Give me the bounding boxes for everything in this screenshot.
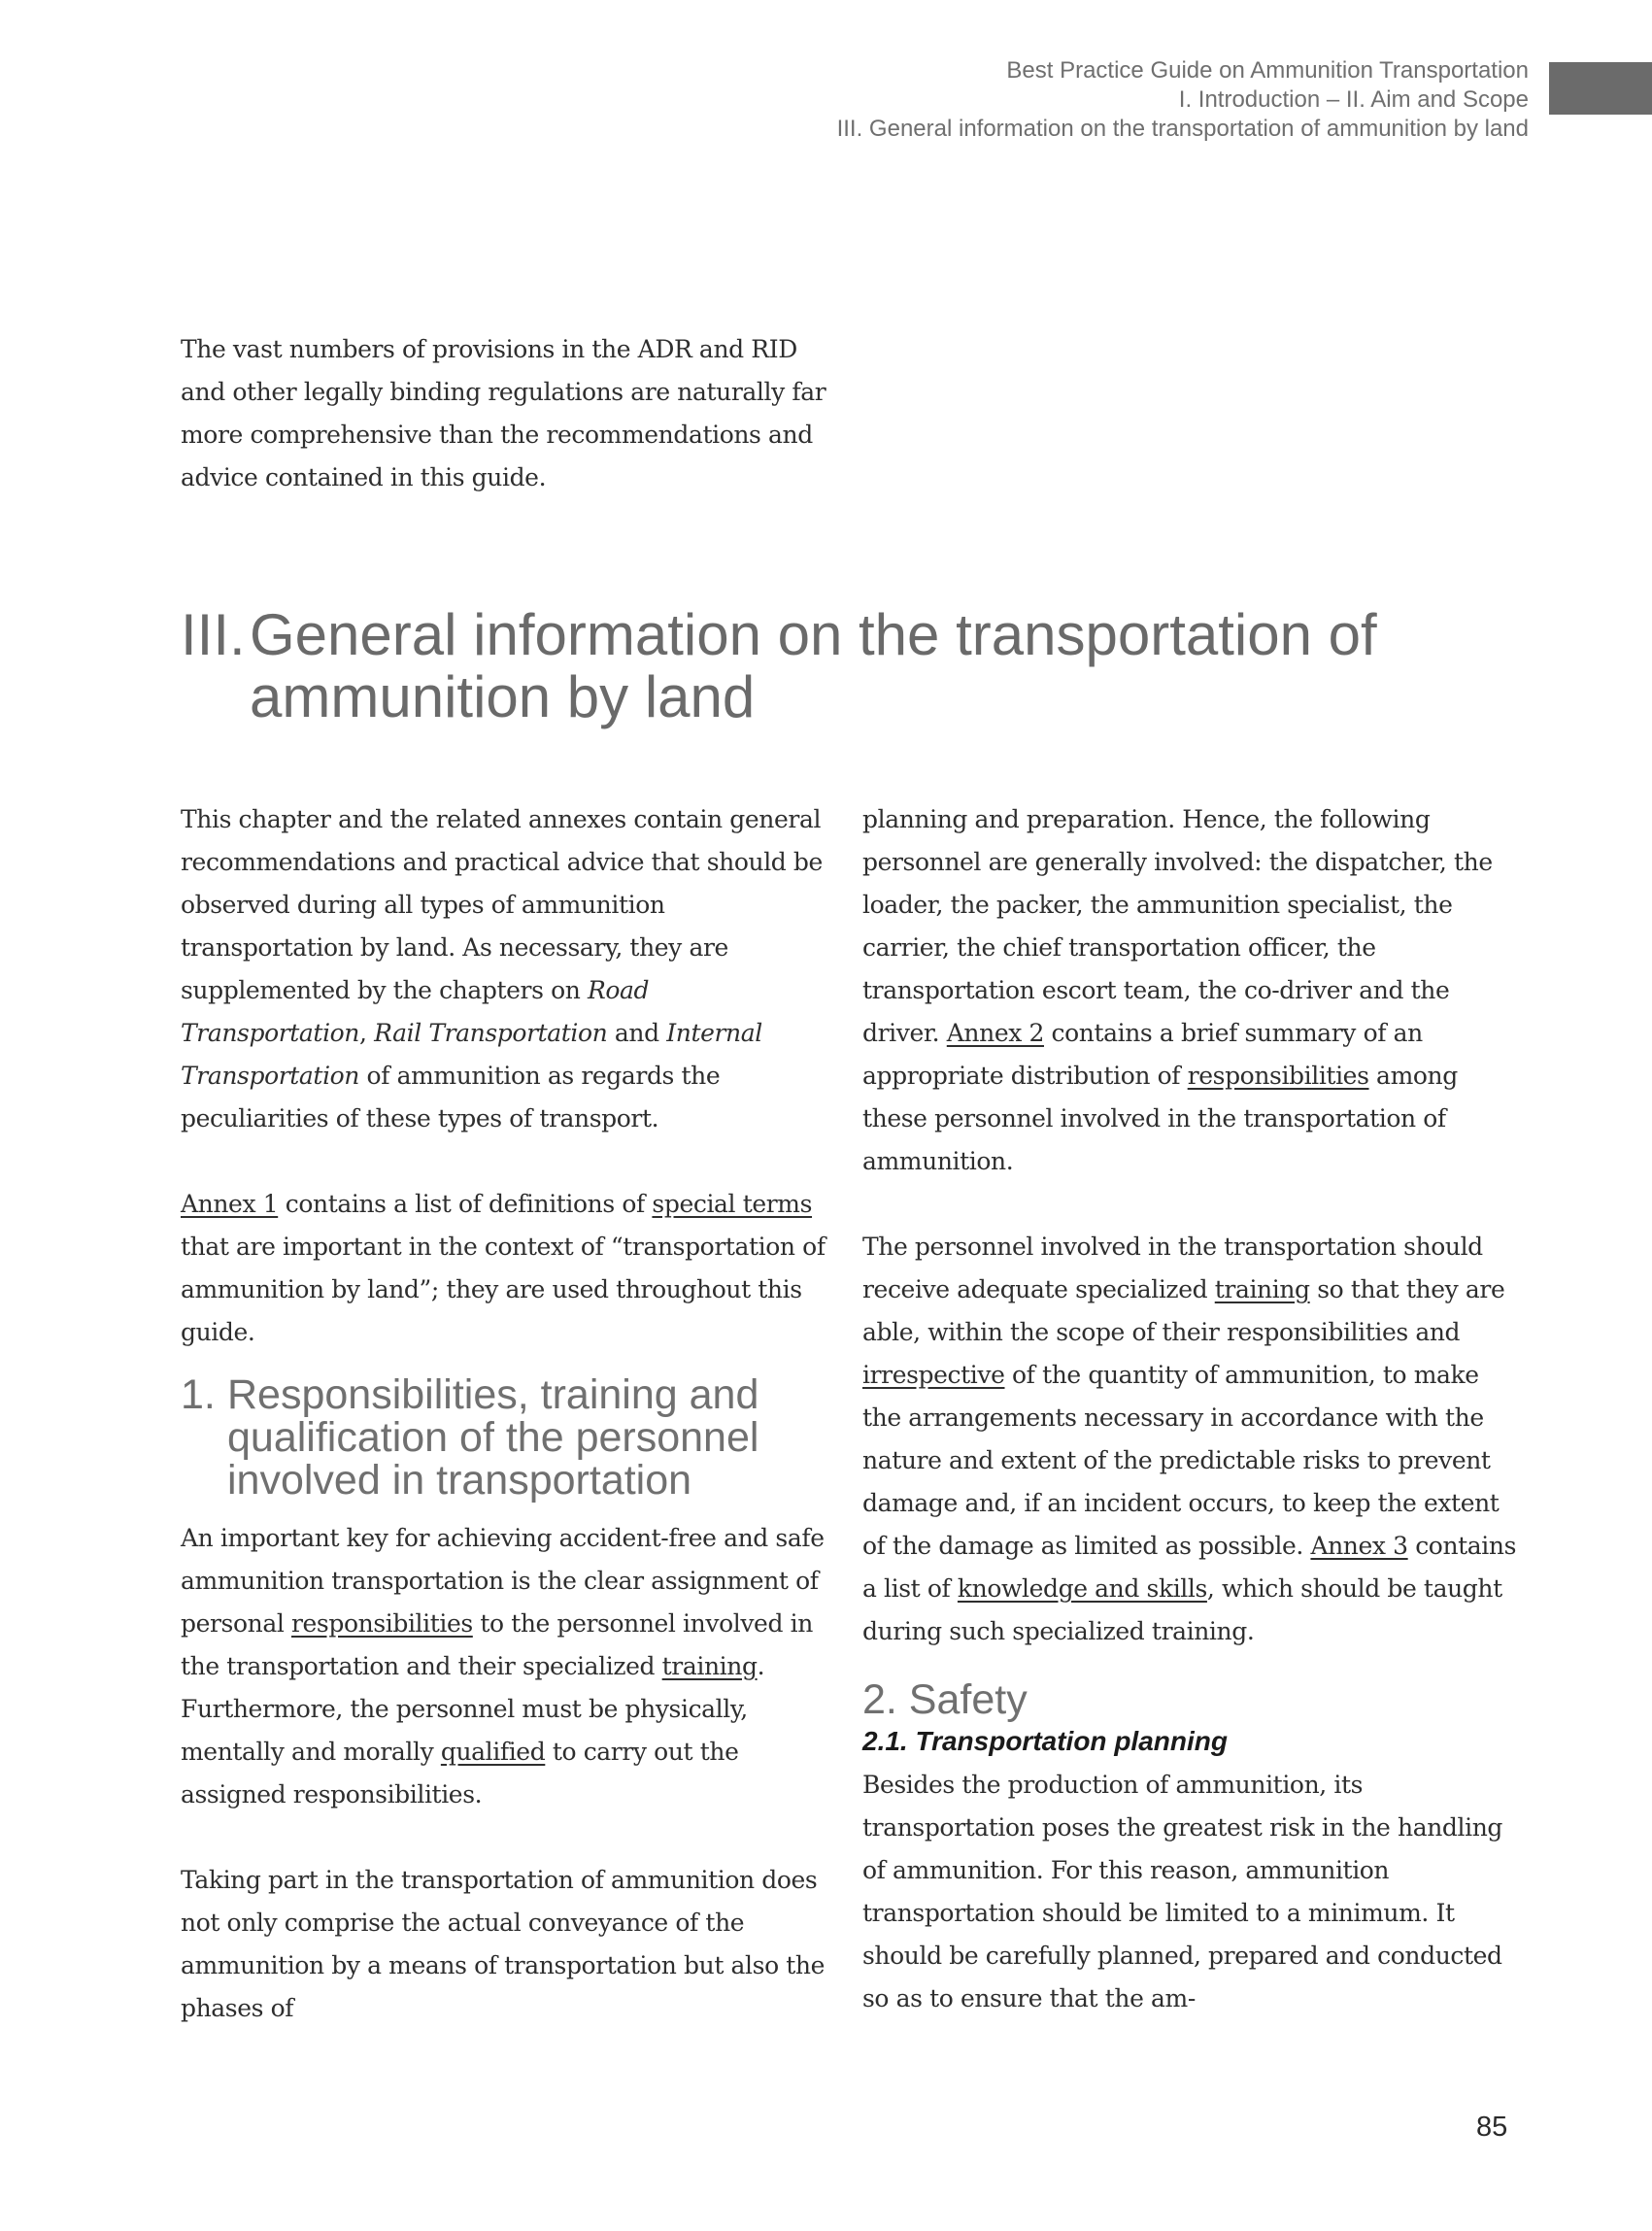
section-1-heading bbox=[181, 1373, 841, 1502]
section-1-title: Responsibilities, training and qualification of the personnel involved in transportation bbox=[227, 1371, 759, 1504]
link-internal-transportation: Internal Transportation bbox=[181, 1019, 762, 1090]
chapter-tab-marker bbox=[1549, 62, 1652, 115]
section-1-number: 1. bbox=[181, 1371, 216, 1418]
header-chapters: I. Introduction – II. Aim and Scope bbox=[1178, 86, 1529, 113]
annex-3-link[interactable]: Annex 3 bbox=[1310, 1532, 1408, 1560]
subsection-2-1-heading: 2.1. Transportation planning bbox=[862, 1726, 1228, 1756]
annex-1-link[interactable]: Annex 1 bbox=[181, 1190, 279, 1218]
training-link-2[interactable]: training bbox=[1214, 1275, 1310, 1303]
left-paragraph-1: This chapter and the related annexes contain general recommendations and practical advice that should be observed during all types of ammunition transportation by land. As necessary, they are supplemented by the chapters on Road Transportation, Rail Transportation and Internal Transportation of ammunition as regards the peculiarities of these types of transport. bbox=[181, 805, 823, 1132]
left-paragraph-4: Taking part in the transportation of ammunition does not only comprise the actual conveyance of the ammunition by a means of transportation but also the phases of bbox=[181, 1866, 826, 2022]
header-guide-title: Best Practice Guide on Ammunition Transportation bbox=[1006, 57, 1529, 84]
responsibilities-link-2[interactable]: responsibilities bbox=[1187, 1062, 1369, 1090]
section-2-heading: 2. Safety bbox=[862, 1676, 1028, 1723]
qualified-link[interactable]: qualified bbox=[440, 1738, 546, 1766]
right-paragraph-2: The personnel involved in the transportation should receive adequate specialized training so that they are able, within the scope of their responsibilities and irrespective of the quantity of ammunition, to make the arrangements necessary in accordance with the nature and extent of the predictable risks to prevent damage and, if an incident occurs, to keep the extent of the damage as limited as possible. Annex 3 contains a list of knowledge and skills, which should be taught during such specialized training. bbox=[862, 1233, 1517, 1645]
page-number: 85 bbox=[1476, 2112, 1508, 2143]
header-current-chapter: III. General information on the transportation of ammunition by land bbox=[836, 116, 1529, 142]
right-column bbox=[862, 798, 1523, 2020]
special-terms-link[interactable]: special terms bbox=[652, 1190, 813, 1218]
link-rail-transportation: Rail Transportation bbox=[374, 1019, 608, 1047]
left-column bbox=[181, 798, 841, 2030]
irrespective-link[interactable]: irrespective bbox=[862, 1361, 1005, 1389]
link-road-transportation: Road Transportation bbox=[181, 976, 650, 1047]
annex-2-link[interactable]: Annex 2 bbox=[946, 1019, 1044, 1047]
right-paragraph-1: planning and preparation. Hence, the following personnel are generally involved: the dispatcher, the loader, the packer, the ammunition specialist, the carrier, the chief transportation officer, the transportation escort team, the co-driver and the driver. Annex 2 contains a brief summary of an appropriate distribution of responsibilities among these personnel involved in the transportation of ammunition. bbox=[862, 805, 1493, 1175]
chapter-number: III. bbox=[181, 602, 246, 667]
training-link[interactable]: training bbox=[661, 1652, 758, 1680]
right-paragraph-3: Besides the production of ammunition, its transportation poses the greatest risk in the handling of ammunition. For this reason, ammunition transportation should be limited to a minimum. It should be carefully planned, prepared and conducted so as to ensure that the am- bbox=[862, 1771, 1503, 2012]
responsibilities-link[interactable]: responsibilities bbox=[290, 1609, 473, 1638]
intro-paragraph: The vast numbers of provisions in the ADR and RID and other legally binding regulations are naturally far more comprehensive than the recommendations and advice contained in this guide. bbox=[181, 335, 826, 491]
chapter-heading bbox=[181, 604, 1443, 728]
running-header bbox=[837, 56, 1529, 144]
left-paragraph-2: Annex 1 contains a list of definitions of special terms that are important in the context of “transportation of ammunition by land”; they are used throughout this guide. bbox=[181, 1190, 826, 1346]
chapter-title: General information on the transportation of ammunition by land bbox=[250, 602, 1377, 729]
left-paragraph-3: An important key for achieving accident-free and safe ammunition transportation is the clear assignment of personal responsibilities to the personnel involved in the transportation and their specialized training. Furthermore, the personnel must be physically, mentally and morally qualified to carry out the assigned responsibilities. bbox=[181, 1524, 825, 1808]
knowledge-skills-link[interactable]: knowledge and skills bbox=[957, 1574, 1207, 1603]
